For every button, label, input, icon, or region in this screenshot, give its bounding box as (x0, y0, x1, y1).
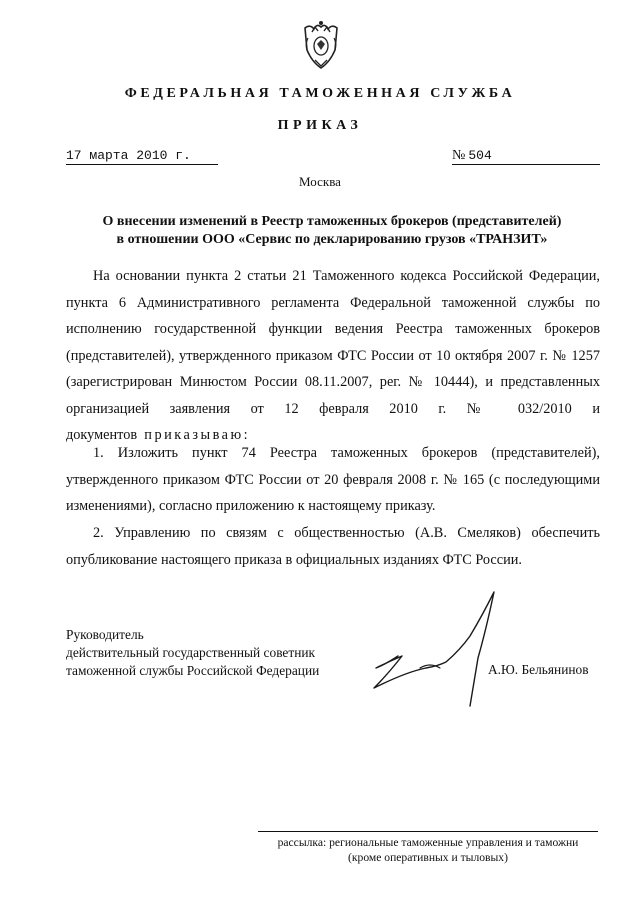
distribution-list (258, 835, 598, 865)
city: Москва (299, 174, 341, 189)
order-item-2 (66, 520, 600, 573)
signatory-title (66, 626, 319, 680)
handwritten-signature (360, 588, 510, 708)
distribution-line-2: (кроме оперативных и тыловых) (348, 851, 508, 864)
number-label: № (452, 148, 466, 163)
order-item-2-text: 2. Управлению по связям с общественностью (А.В. Смеляков) обеспечить опубликование настоящего приказа в официальных изданиях ФТС России. (66, 525, 600, 568)
signatory-title-line-1: Руководитель (66, 627, 144, 642)
order-subject (66, 213, 598, 249)
signer-name: А.Ю. Бельянинов (488, 662, 589, 677)
order-keyword: приказываю: (144, 427, 251, 443)
order-item-1-text: 1. Изложить пункт 74 Реестра таможенных брокеров (представителей), утвержденного приказом ФТС России от 20 февраля 2008 г. № 165 (с последующими изменениями), согласно приложению к настоящему приказу. (66, 445, 600, 514)
preamble-paragraph (66, 263, 600, 449)
order-date (66, 148, 218, 165)
preamble-text: На основании пункта 2 статьи 21 Таможенного кодекса Российской Федерации, пункта 6 Административного регламента Федеральной таможенной службы по исполнению государственной функции ведения Реестра таможенных брокеров (представителей), утвержденного приказом ФТС России от 10 октября 2007 г. № 1257 (зарегистрирован Минюстом России 08.11.2007, рег. № 10444), и представленных организацией заявления от 12 февраля 2010 г. № 032/2010 и документов (66, 268, 600, 443)
subject-line-2: в отношении ООО «Сервис по декларированию грузов «ТРАНЗИТ» (116, 232, 548, 247)
subject-line-1: О внесении изменений в Реестр таможенных брокеров (представителей) (102, 214, 562, 229)
agency-name: ФЕДЕРАЛЬНАЯ ТАМОЖЕННАЯ СЛУЖБА (124, 86, 516, 101)
russian-coat-of-arms-icon (300, 20, 342, 72)
document-type: ПРИКАЗ (277, 118, 363, 133)
signatory-title-line-3: таможенной службы Российской Федерации (66, 663, 320, 678)
order-date-value: 17 марта 2010 г. (66, 148, 191, 163)
number-value: 504 (468, 148, 492, 163)
order-item-1 (66, 440, 600, 520)
order-number (452, 148, 600, 165)
signatory-title-line-2: действительный государственный советник (66, 645, 316, 660)
distribution-divider (258, 831, 598, 832)
distribution-line-1: рассылка: региональные таможенные управления и таможни (277, 836, 579, 849)
